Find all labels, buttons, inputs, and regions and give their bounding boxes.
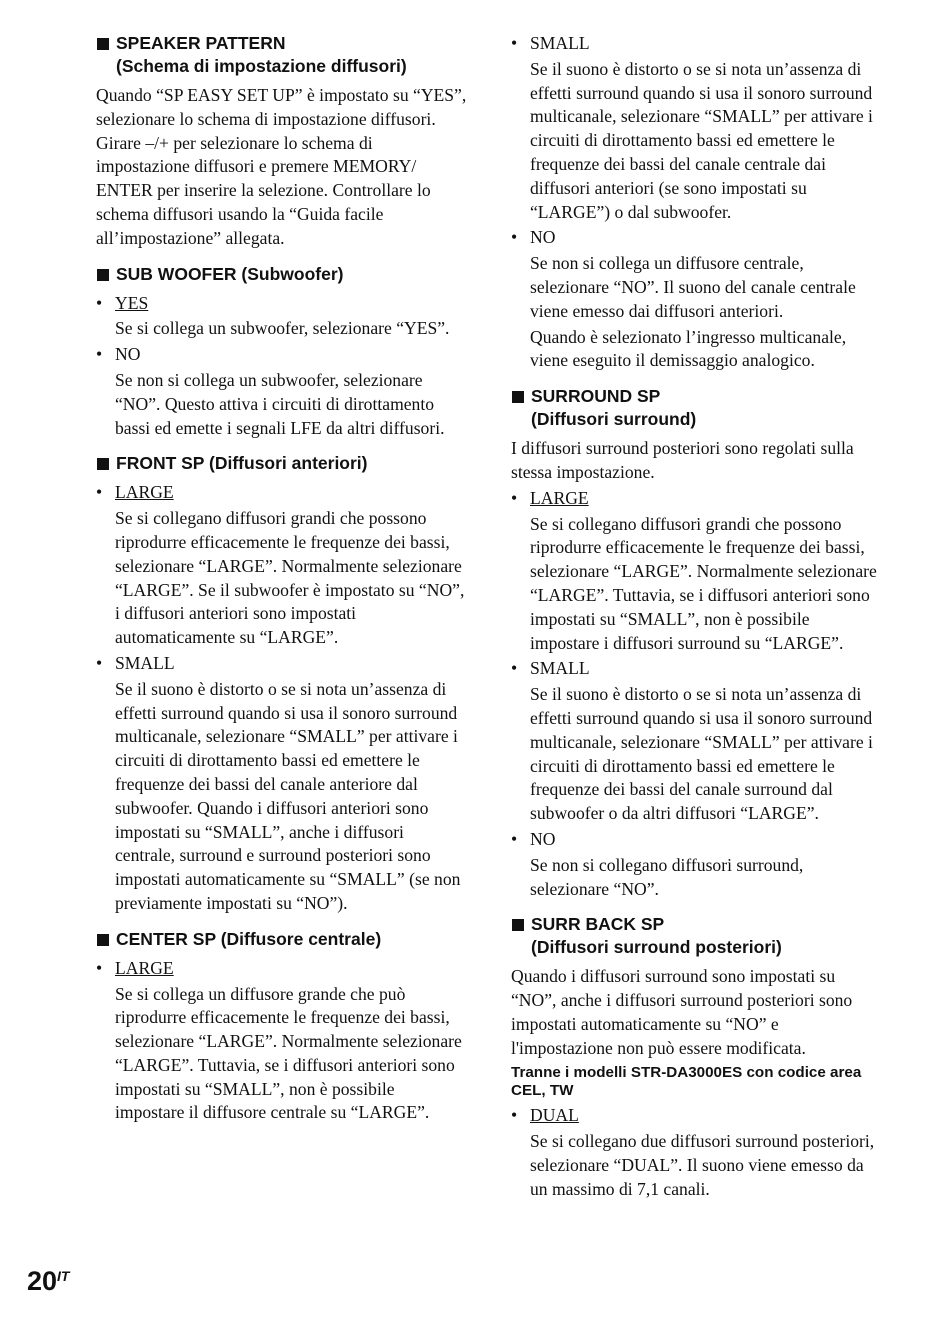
- option-description: Se non si collega un subwoofer, selezionare “NO”. Questo attiva i circuiti di dirottamento bassi ed emette i segnali LFE da altri diffusori.: [115, 369, 445, 438]
- center-sp-continued: [511, 32, 883, 373]
- option-item: [511, 226, 883, 250]
- surr-back-sp-section: [511, 913, 883, 1201]
- square-bullet-icon: [97, 458, 109, 470]
- option-description: Se il suono è distorto o se si nota un’assenza di effetti surround quando si usa il sonoro surround multicanale, selezionare “SMALL” per attivare i circuiti di dirottamento bassi ed emettere le frequenze dei bassi del canale centrale dai diffusori anteriori (se sono impostati su “LARGE”) o dal subwoofer.: [530, 58, 873, 222]
- right-column: [511, 32, 883, 1214]
- bullet-icon: •: [96, 292, 103, 313]
- sub-woofer-section: [96, 263, 468, 441]
- bullet-icon: •: [511, 1105, 518, 1126]
- page-number-value: 20: [27, 1266, 58, 1296]
- option-label: SMALL: [530, 33, 590, 53]
- square-bullet-icon: [512, 391, 524, 403]
- surr-back-sp-heading: [511, 913, 883, 959]
- surround-sp-heading: [511, 385, 883, 431]
- option-description: Se il suono è distorto o se si nota un’assenza di effetti surround quando si usa il sonoro surround multicanale, selezionare “SMALL” per attivare i circuiti di dirottamento bassi ed emettere le frequenze dei bassi del canale anteriore dal subwoofer. Quando i diffusori anteriori sono impostati su “SMALL”, anche i diffusori centrale, surround e surround posteriori sono impostati automaticamente su “SMALL” (se non previamente impostati su “NO”).: [115, 678, 461, 913]
- heading-text: SUB WOOFER (Subwoofer): [116, 263, 344, 284]
- option-item: [96, 481, 468, 505]
- heading-line-2: (Schema di impostazione diffusori): [116, 56, 407, 76]
- option-item: [96, 957, 468, 981]
- bullet-icon: •: [511, 487, 518, 508]
- option-item: [511, 32, 883, 56]
- option-item: [96, 652, 468, 676]
- bullet-icon: •: [511, 227, 518, 248]
- heading-line-1: SURR BACK SP: [531, 914, 665, 935]
- bullet-icon: •: [96, 652, 103, 673]
- option-label: LARGE: [115, 482, 174, 503]
- square-bullet-icon: [97, 269, 109, 281]
- center-sp-heading: [96, 928, 468, 951]
- option-label: SMALL: [115, 652, 175, 673]
- option-description: Se si collegano diffusori grandi che possono riprodurre efficacemente le frequenze dei bassi, selezionare “LARGE”. Normalmente selezionare “LARGE”. Se il subwoofer è impostato su “NO”, i diffusori anteriori sono impostati automaticamente su “LARGE”.: [115, 508, 465, 648]
- square-bullet-icon: [512, 919, 524, 931]
- bullet-icon: •: [96, 482, 103, 503]
- heading-text: FRONT SP (Diffusori anteriori): [116, 453, 368, 474]
- option-item: [511, 487, 883, 511]
- option-label: NO: [115, 344, 141, 365]
- option-item: [511, 828, 883, 852]
- option-description: Se non si collegano diffusori surround, selezionare “NO”.: [530, 854, 804, 899]
- page-language-suffix: IT: [57, 1268, 70, 1284]
- bullet-icon: •: [511, 658, 518, 679]
- speaker-pattern-section: [96, 32, 468, 251]
- heading-line-1: SURROUND SP: [531, 386, 661, 407]
- page-number: [27, 1266, 70, 1297]
- surround-sp-body: I diffusori surround posteriori sono regolati sulla stessa impostazione.: [511, 438, 854, 482]
- surround-sp-section: [511, 385, 883, 901]
- sub-woofer-heading: [96, 263, 468, 286]
- option-label: DUAL: [530, 1105, 579, 1126]
- heading-line-2: (Diffusori surround posteriori): [531, 937, 782, 958]
- heading-line-1: SPEAKER PATTERN: [116, 33, 286, 53]
- speaker-pattern-heading: [96, 32, 468, 78]
- bullet-icon: •: [511, 828, 518, 849]
- heading-line-2: (Diffusori surround): [531, 409, 697, 430]
- option-description: Se non si collega un diffusore centrale, selezionare “NO”. Il suono del canale centrale viene emesso dai diffusori anteriori.: [530, 253, 856, 321]
- square-bullet-icon: [97, 38, 109, 50]
- option-label: SMALL: [530, 658, 590, 679]
- option-item: [96, 292, 468, 316]
- model-note-heading: Tranne i modelli STR-DA3000ES con codice area CEL, TW: [511, 1064, 862, 1100]
- front-sp-heading: [96, 452, 468, 475]
- center-sp-section: [96, 928, 468, 1126]
- option-description: Se il suono è distorto o se si nota un’assenza di effetti surround quando si usa il sonoro surround multicanale, selezionare “SMALL” per attivare i circuiti di dirottamento bassi ed emettere le frequenze dei bassi del canale surround dal subwoofer o da altri diffusori “LARGE”.: [530, 684, 873, 824]
- option-label: NO: [530, 227, 556, 248]
- speaker-pattern-body: Quando “SP EASY SET UP” è impostato su “YES”, selezionare lo schema di impostazione diffusori. Girare –/+ per selezionare lo schema di impostazione diffusori e premere MEMORY/ ENTER per inserire la selezione. Controllare lo schema diffusori usando la “Guida facile all’impostazione” allegata.: [96, 85, 467, 248]
- option-description: Se si collega un diffusore grande che può riprodurre efficacemente le frequenze dei bassi, selezionare “LARGE”. Normalmente selezionare “LARGE”. Tuttavia, se i diffusori anteriori sono impostati su “SMALL”, non è possibile impostare il diffusore centrale su “LARGE”.: [115, 983, 462, 1123]
- option-description: Quando è selezionato l’ingresso multicanale, viene eseguito il demissaggio analogico.: [530, 326, 847, 371]
- square-bullet-icon: [97, 934, 109, 946]
- option-item: [511, 657, 883, 681]
- option-item: [511, 1104, 883, 1128]
- front-sp-section: [96, 452, 468, 915]
- option-description: Se si collegano due diffusori surround posteriori, selezionare “DUAL”. Il suono viene emesso da un massimo di 7,1 canali.: [530, 1131, 875, 1199]
- option-label: YES: [115, 292, 149, 313]
- left-column: [96, 32, 468, 1137]
- bullet-icon: •: [511, 33, 518, 53]
- heading-text: CENTER SP (Diffusore centrale): [116, 928, 382, 949]
- option-description: Se si collega un subwoofer, selezionare “YES”.: [115, 318, 450, 339]
- bullet-icon: •: [96, 344, 103, 365]
- option-item: [96, 343, 468, 367]
- option-label: NO: [530, 828, 556, 849]
- option-label: LARGE: [115, 957, 174, 978]
- option-description: Se si collegano diffusori grandi che possono riprodurre efficacemente le frequenze dei bassi, selezionare “LARGE”. Normalmente selezionare “LARGE”. Tuttavia, se i diffusori anteriori sono impostati su “SMALL”, non è possibile impostare i diffusori surround su “LARGE”.: [530, 513, 877, 653]
- option-label: LARGE: [530, 487, 589, 508]
- surr-back-sp-body: Quando i diffusori surround sono impostati su “NO”, anche i diffusori surround posteriori sono impostati automaticamente su “NO” e l'impostazione non può essere modificata.: [511, 966, 853, 1058]
- bullet-icon: •: [96, 957, 103, 978]
